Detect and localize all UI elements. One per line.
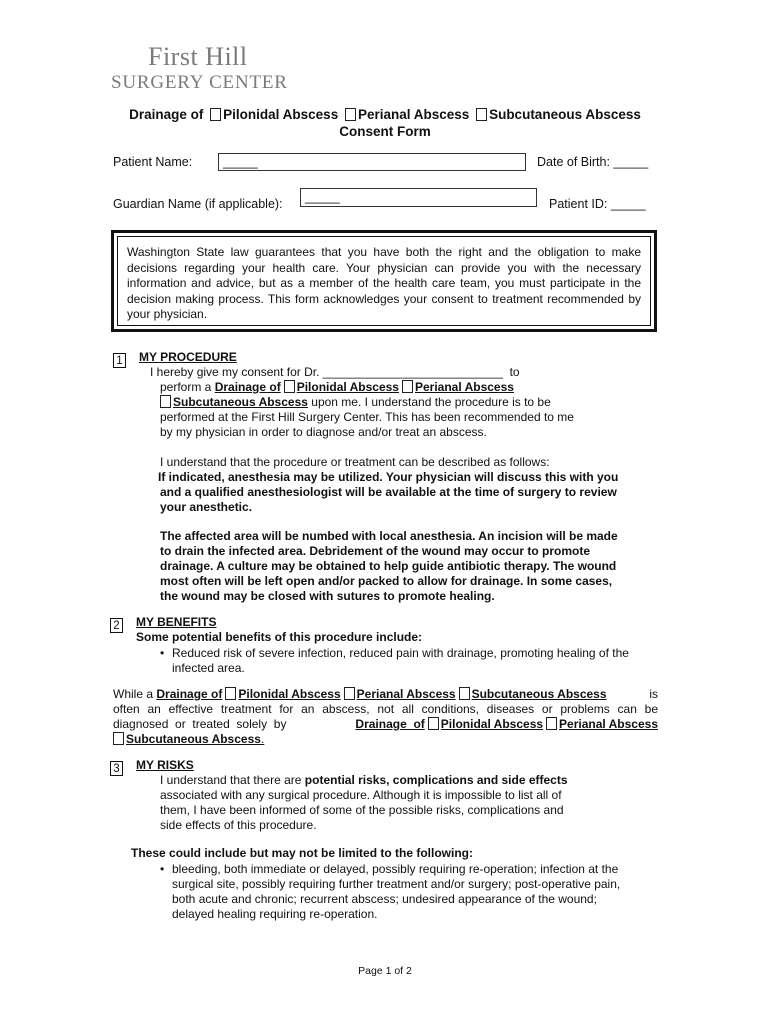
patient-name-label: Patient Name: (113, 155, 193, 169)
perform-line (160, 380, 514, 395)
dob-field[interactable]: Date of Birth: _____ (537, 155, 649, 169)
benefits-intro: Some potential benefits of this procedure include: (136, 630, 423, 644)
physician-line: by my physician in order to diagnose and/or treat an abscess. (160, 425, 487, 439)
s1-subcutaneous-checkbox[interactable] (160, 395, 171, 408)
while-line (113, 687, 658, 702)
anesthesia-line-2: and a qualified anesthesiologist will be available at the time of surgery to review (160, 485, 617, 499)
section-2-number: 2 (110, 618, 123, 633)
s2-pilonidal-label: Pilonidal Abscess (238, 687, 341, 701)
s2b-subcutaneous-checkbox[interactable] (113, 732, 124, 745)
risks-include-heading: These could include but may not be limited to the following: (131, 846, 474, 860)
s2b-pilonidal-label: Pilonidal Abscess (440, 717, 544, 731)
procedure-line-1: The affected area will be numbed with local anesthesia. An incision will be made (160, 529, 618, 543)
upon-me-text: upon me. I understand the procedure is to be (311, 395, 551, 409)
risk-line-4: side effects of this procedure. (160, 818, 317, 832)
s2-perianal-checkbox[interactable] (344, 687, 355, 700)
described-line: I understand that the procedure or treatment can be described as follows: (160, 455, 550, 469)
perform-a-text: perform a (160, 380, 212, 394)
risk-line-1-bold: potential risks, complications and side effects (304, 773, 568, 787)
s2-pilonidal-checkbox[interactable] (225, 687, 236, 700)
form-subtitle: Consent Form (339, 124, 431, 139)
logo-first-hill: First Hill (148, 42, 248, 71)
patient-id-field[interactable]: Patient ID: _____ (549, 197, 646, 211)
procedure-line-4: most often will be left open and/or packed to allow for drainage. In some cases, (160, 574, 613, 588)
s2-drainage-of-text: Drainage of (156, 687, 223, 701)
risk-line-1-pre: I understand that there are (160, 773, 302, 787)
s1-perianal-label: Perianal Abscess (414, 380, 514, 394)
procedure-line-2: to drain the infected area. Debridement of the wound may occur to promote (160, 544, 591, 558)
diagnosed-line (113, 717, 658, 732)
s2b-perianal-checkbox[interactable] (546, 717, 557, 730)
state-law-notice: Washington State law guarantees that you have both the right and the obligation to make decisions regarding your health care. Your physician can provide you with the necessary information and advice, but as a member of the health care team, you must participate in the decision making process. This form acknowledges your consent to treatment recommended by your physician. (117, 236, 651, 326)
s2-perianal-label: Perianal Abscess (356, 687, 456, 701)
procedure-line-5: the wound may be closed with sutures to promote healing. (160, 589, 495, 603)
s1-subcutaneous-label: Subcutaneous Abscess (173, 395, 308, 409)
benefit-bullet: • (160, 646, 165, 660)
pilonidal-label: Pilonidal Abscess (223, 107, 339, 122)
section-3-heading: MY RISKS (136, 758, 194, 772)
risk-line-2: associated with any surgical procedure. Although it is impossible to list all of (160, 788, 562, 802)
section-3-number: 3 (110, 761, 123, 776)
patient-name-input[interactable]: _____ (218, 153, 526, 171)
section-1-heading: MY PROCEDURE (139, 350, 237, 364)
benefit-line-2: infected area. (172, 661, 245, 675)
benefit-line-1: Reduced risk of severe infection, reduced pain with drainage, promoting healing of the (172, 646, 629, 660)
risk-bullet-line-4: delayed healing requiring re-operation. (172, 907, 378, 921)
section-2-heading: MY BENEFITS (136, 615, 217, 629)
s2b-pilonidal-checkbox[interactable] (428, 717, 439, 730)
title-prefix: Drainage of (129, 107, 204, 122)
s1-perianal-checkbox[interactable] (402, 380, 413, 393)
pilonidal-checkbox[interactable] (210, 108, 221, 121)
performed-line: performed at the First Hill Surgery Center. This has been recommended to me (160, 410, 574, 424)
risk-bullet-line-1: bleeding, both immediate or delayed, possibly requiring re-operation; infection at the (172, 862, 619, 876)
drainage-of-text: Drainage of (214, 380, 281, 394)
risk-line-1 (160, 773, 568, 788)
page-number: Page 1 of 2 (358, 965, 412, 977)
risk-bullet-line-2: surgical site, possibly requiring further treatment and/or surgery; post-operative pain, (172, 877, 621, 891)
subcutaneous-checkbox[interactable] (476, 108, 487, 121)
s2b-perianal-label: Perianal Abscess (559, 717, 658, 731)
guardian-name-input[interactable]: _____ (300, 188, 537, 207)
section-1-number: 1 (113, 353, 126, 368)
diagnosed-prefix: diagnosed or treated solely by (113, 717, 287, 731)
guardian-name-label: Guardian Name (if applicable): (113, 197, 283, 211)
s2b-subcutaneous-line: Subcutaneous Abscess. (113, 732, 264, 747)
anesthesia-line-3: your anesthetic. (160, 500, 253, 514)
s1-pilonidal-checkbox[interactable] (284, 380, 295, 393)
effective-line: often an effective treatment for an abscess, not all conditions, diseases or problems can be (113, 702, 658, 716)
s2b-drainage-of-text: Drainage of (355, 717, 425, 731)
anesthesia-line-1: If indicated, anesthesia may be utilized. Your physician will discuss this with you (158, 470, 619, 484)
s2b-subcutaneous-label: Subcutaneous Abscess (126, 732, 261, 746)
risk-bullet: • (160, 862, 165, 876)
logo-surgery-center: SURGERY CENTER (111, 72, 288, 93)
perianal-checkbox[interactable] (345, 108, 356, 121)
s1-pilonidal-label: Pilonidal Abscess (296, 380, 399, 394)
while-a-text: While a (113, 687, 154, 701)
risk-bullet-line-3: both acute and chronic; recurrent abscess; undesired appearance of the wound; (172, 892, 597, 906)
risk-line-3: them, I have been informed of some of the possible risks, complications and (160, 803, 564, 817)
form-title (0, 107, 770, 122)
doctor-consent-line[interactable]: I hereby give my consent for Dr. ___________________________ to (150, 365, 520, 379)
s2-subcutaneous-label: Subcutaneous Abscess (471, 687, 607, 701)
perianal-label: Perianal Abscess (357, 107, 470, 122)
subcutaneous-label: Subcutaneous Abscess (489, 107, 641, 122)
subcutaneous-line (160, 395, 551, 410)
is-text: is (649, 687, 658, 701)
procedure-line-3: drainage. A culture may be obtained to help guide antibiotic therapy. The wound (160, 559, 617, 573)
state-law-notice-box (111, 230, 657, 332)
s2-subcutaneous-checkbox[interactable] (459, 687, 470, 700)
